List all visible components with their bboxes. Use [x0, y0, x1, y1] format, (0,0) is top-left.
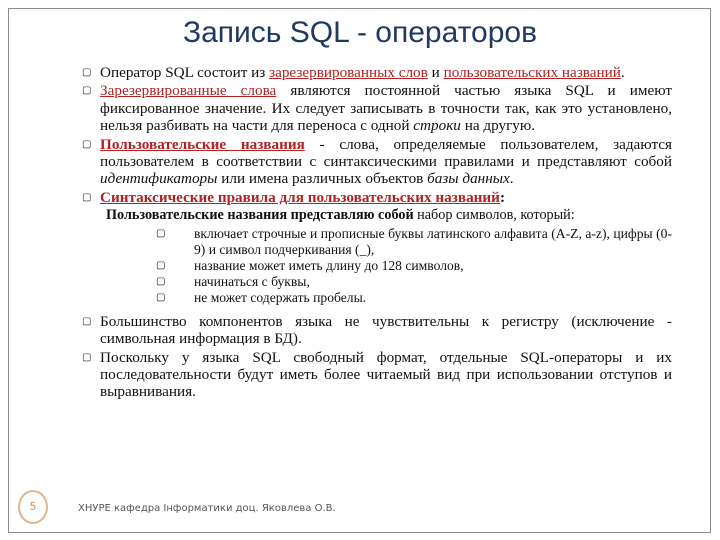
- bullet-5: [82, 312, 672, 348]
- slide-body: [82, 64, 672, 402]
- list-item: [156, 225, 672, 258]
- bullet-marker-icon: ▢: [82, 191, 92, 203]
- bullet-4: [82, 188, 672, 206]
- list-item-text: название может иметь длину до 128 символов,: [194, 257, 464, 273]
- bullet-marker-icon: ▢: [156, 227, 166, 239]
- bullet-4-colon: :: [499, 188, 505, 206]
- page-number: 5: [18, 490, 48, 524]
- bullet-3-end: .: [509, 170, 514, 188]
- user-names-heading: Пользовательские названия: [100, 135, 305, 153]
- bullet-1-conj: и: [427, 64, 444, 81]
- list-item-text: включает строчные и прописные буквы латинского алфавита (A-Z, a-z), цифры (0-9) и символ подчеркивания (_),: [194, 225, 672, 257]
- reserved-words-heading: Зарезервированные слова: [100, 82, 277, 100]
- bullet-marker-icon: ▢: [156, 259, 166, 271]
- syntax-rules-heading: Синтаксические правила для пользовательских названий: [100, 188, 500, 206]
- bullet-marker-icon: ▢: [156, 275, 166, 287]
- sub-heading-bold: Пользовательские названия представляю собой: [106, 207, 414, 224]
- identifiers-term: идентификаторы: [100, 170, 218, 188]
- list-item-text: не может содержать пробелы.: [194, 289, 367, 305]
- bullet-marker-icon: ▢: [156, 291, 166, 303]
- bullet-marker-icon: ▢: [82, 351, 92, 363]
- bullet-1-text: Оператор SQL состоит из: [100, 64, 270, 81]
- bullet-3: [82, 135, 672, 188]
- bullet-1-end: .: [620, 64, 625, 81]
- bullet-2-end: на другую.: [460, 117, 536, 135]
- bullet-6: [82, 348, 672, 401]
- bullet-1: [82, 64, 672, 81]
- list-item-text: начинаться с буквы,: [194, 273, 310, 289]
- slide-title: Запись SQL - операторов: [182, 16, 538, 49]
- bullet-marker-icon: ▢: [82, 85, 92, 97]
- sub-heading-text: набор символов, который:: [413, 207, 575, 224]
- list-item: [156, 257, 672, 274]
- bullet-marker-icon: ▢: [82, 67, 92, 78]
- bullet-3-text: - слова, определяемые пользователем, задаются пользователем в соответствии с синтаксическими правилами и представляют собой: [100, 135, 672, 171]
- list-item: [156, 273, 672, 290]
- bullet-marker-icon: ▢: [82, 315, 92, 327]
- sub-list: [100, 226, 672, 306]
- footer-text: ХНУРЕ кафедра Інформатики доц. Яковлева О.В.: [78, 503, 336, 514]
- bullet-6-text: Поскольку у языка SQL свободный формат, отдельные SQL-операторы и их последовательности будут иметь более читаемый вид при использовании отступов и выравнивания.: [100, 348, 672, 401]
- bullet-2-text: являются постоянной частью языка SQL и имеют фиксированное значение. Их следует записывать в точности так, как это установлено, нельзя разбивать на части для переноса с одной: [100, 82, 672, 135]
- bullet-5-text: Большинство компонентов языка не чувствительны к регистру (исключение - символьная информация в БД).: [100, 312, 672, 348]
- user-names-term: пользовательских названий: [443, 64, 621, 81]
- bullet-marker-icon: ▢: [82, 138, 92, 150]
- bullet-3-mid: или имена различных объектов: [217, 170, 428, 188]
- sub-heading: [106, 207, 672, 224]
- reserved-words-term: зарезервированных слов: [269, 64, 428, 81]
- bullet-2: [82, 82, 672, 135]
- bullet-2-italic: строки: [413, 117, 461, 135]
- database-term: базы данных: [427, 170, 510, 188]
- list-item: [156, 289, 672, 306]
